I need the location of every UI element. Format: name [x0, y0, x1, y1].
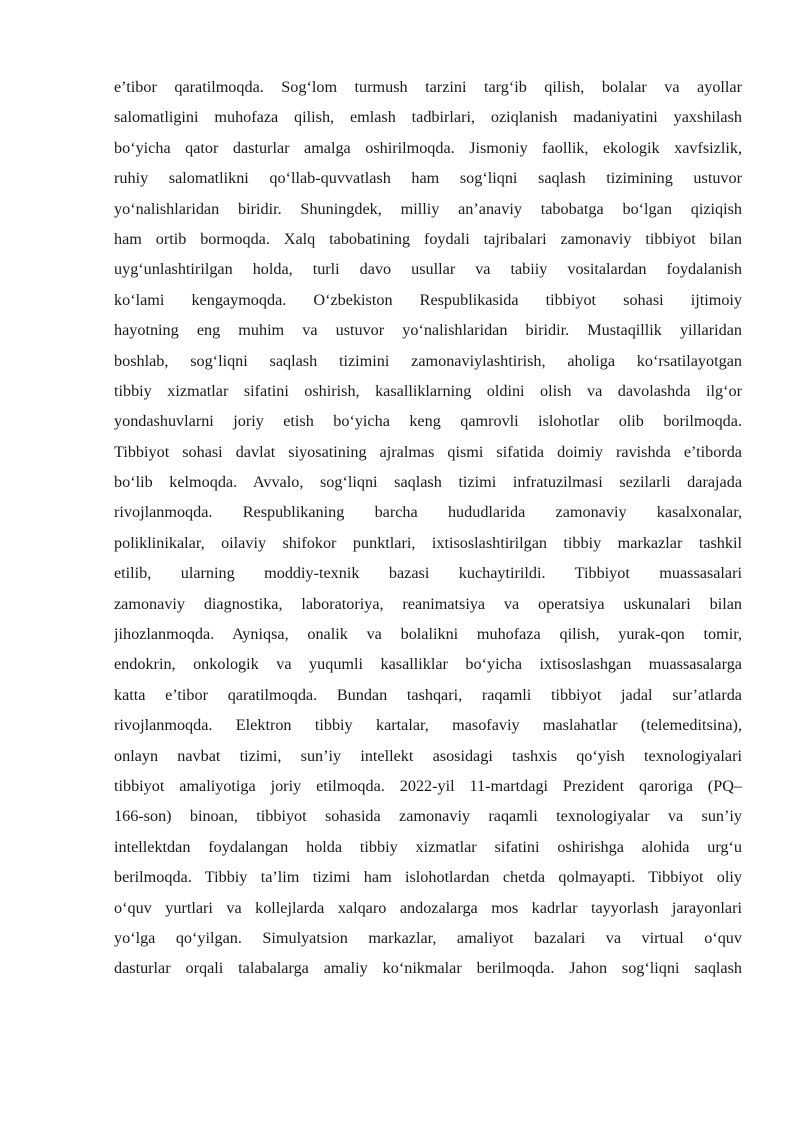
text-line: yo‘lga qo‘yilgan. Simulyatsion markazlar, amaliyot bazalari va virtual o‘quv [114, 928, 742, 947]
text-line: 166-son) binoan, tibbiyot sohasida zamonaviy raqamli texnologiyalar va sun’iy [114, 807, 742, 826]
text-line: zamonaviy diagnostika, laboratoriya, reanimatsiya va operatsiya uskunalari bilan [114, 594, 742, 613]
text-line: etilib, ularning moddiy-texnik bazasi kuchaytirildi. Tibbiyot muassasalari [114, 564, 742, 583]
text-line: tibbiyot amaliyotiga joriy etilmoqda. 2022-yil 11-martdagi Prezident qaroriga (PQ– [114, 776, 742, 795]
text-line: yo‘nalishlaridan biridir. Shuningdek, milliy an’anaviy tabobatga bo‘lgan qiziqish [114, 199, 742, 218]
text-line: o‘quv yurtlari va kollejlarda xalqaro andozalarga mos kadrlar tayyorlash jarayonlari [114, 898, 742, 917]
text-line: boshlab, sog‘liqni saqlash tizimini zamonaviylashtirish, aholiga ko‘rsatilayotgan [114, 351, 742, 370]
text-line: berilmoqda. Tibbiy ta’lim tizimi ham islohotlardan chetda qolmayapti. Tibbiyot oliy [114, 868, 742, 887]
text-line: ham ortib bormoqda. Xalq tabobatining foydali tajribalari zamonaviy tibbiyot bilan [114, 229, 742, 248]
text-line: jihozlanmoqda. Ayniqsa, onalik va bolalikni muhofaza qilish, yurak-qon tomir, [114, 625, 742, 644]
text-line: rivojlanmoqda. Elektron tibbiy kartalar, masofaviy maslahatlar (telemeditsina), [114, 716, 742, 735]
text-line: bo‘yicha qator dasturlar amalga oshirilmoqda. Jismoniy faollik, ekologik xavfsizlik, [114, 138, 742, 157]
text-line: salomatligini muhofaza qilish, emlash tadbirlari, oziqlanish madaniyatini yaxshilash [114, 108, 742, 127]
text-line: dasturlar orqali talabalarga amaliy ko‘nikmalar berilmoqda. Jahon sog‘liqni saqlash [114, 959, 742, 978]
text-line: katta e’tibor qaratilmoqda. Bundan tashqari, raqamli tibbiyot jadal sur’atlarda [114, 685, 742, 704]
text-line: ko‘lami kengaymoqda. O‘zbekiston Respublikasida tibbiyot sohasi ijtimoiy [114, 290, 742, 309]
text-line: e’tibor qaratilmoqda. Sog‘lom turmush tarzini targ‘ib qilish, bolalar va ayollar [114, 78, 742, 96]
text-line: rivojlanmoqda. Respublikaning barcha hududlarida zamonaviy kasalxonalar, [114, 503, 742, 522]
text-line: hayotning eng muhim va ustuvor yo‘nalishlaridan biridir. Mustaqillik yillaridan [114, 321, 742, 340]
text-line: Tibbiyot sohasi davlat siyosatining ajralmas qismi sifatida doimiy ravishda e’tiborda [114, 442, 742, 461]
text-line: poliklinikalar, oilaviy shifokor punktlari, ixtisoslashtirilgan tibbiy markazlar tashkil [114, 533, 742, 552]
text-line: onlayn navbat tizimi, sun’iy intellekt asosidagi tashxis qo‘yish texnologiyalari [114, 746, 742, 765]
text-line: ruhiy salomatlikni qo‘llab-quvvatlash ham sog‘liqni saqlash tizimining ustuvor [114, 169, 742, 188]
text-line: uyg‘unlashtirilgan holda, turli davo usullar va tabiiy vositalardan foydalanish [114, 260, 742, 279]
text-line: intellektdan foydalangan holda tibbiy xizmatlar sifatini oshirishga alohida urg‘u [114, 837, 742, 856]
text-line: endokrin, onkologik va yuqumli kasalliklar bo‘yicha ixtisoslashgan muassasalarga [114, 655, 742, 674]
document-body [114, 72, 742, 984]
text-line: tibbiy xizmatlar sifatini oshirish, kasalliklarning oldini olish va davolashda ilg‘or [114, 381, 742, 400]
text-line: yondashuvlarni joriy etish bo‘yicha keng qamrovli islohotlar olib borilmoqda. [114, 412, 742, 431]
text-line: bo‘lib kelmoqda. Avvalo, sog‘liqni saqlash tizimi infratuzilmasi sezilarli darajada [114, 473, 742, 492]
